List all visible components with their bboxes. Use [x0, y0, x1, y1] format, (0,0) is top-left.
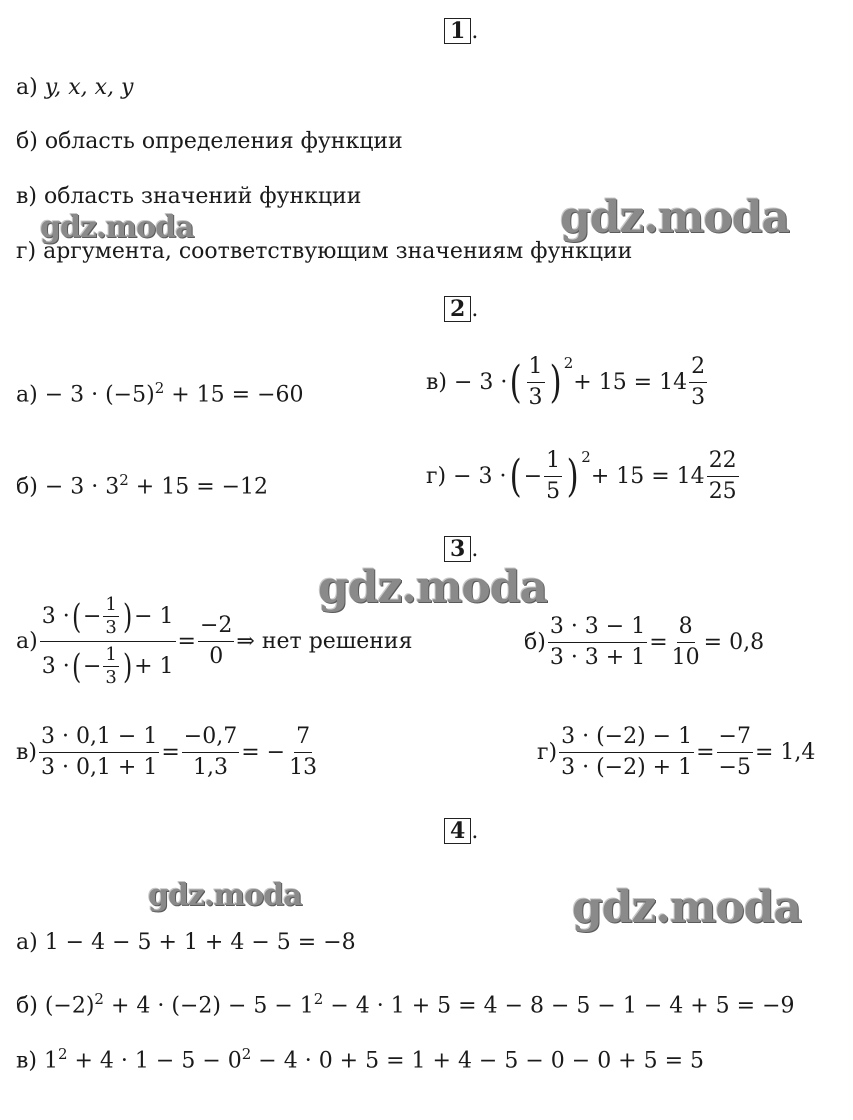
answer-1g: г) аргумента, соответствующим значениям функции	[16, 239, 633, 264]
answer-4b: б) $(-2)^2 + 4 \cdot (-2) - 5 - 1^2 - 4 \cdot 1 + 5 = 4 - 8 - 5 - 1 - 4 + 5 = -9$	[16, 990, 795, 1019]
section-2-heading: 2 .	[444, 296, 478, 324]
section-number: 1	[444, 18, 471, 44]
section-1-heading: 1 .	[444, 18, 478, 46]
watermark: gdz.moda	[560, 192, 790, 243]
section-number: 2	[444, 296, 471, 322]
answer-3g: г) $\frac{3 \cdot (-2) - 1}{3 \cdot (-2) + 1}$ = $\frac{-7}{-5}$ = 1,4	[537, 724, 816, 780]
answer-4a: а) 1 − 4 − 5 + 1 + 4 − 5 = −8	[16, 930, 356, 955]
answer-2b: $б) - 3 \cdot 3^2 + 15 = -12$	[16, 471, 269, 500]
answer-3a: а) 3 · ( − $\frac{1}{3}$ ) − 1 3 · ( − $\frac{1}{3}$ ) + 1 = $\frac{-2}{0}$ ⇒ нет решения	[16, 594, 413, 688]
watermark: gdz.moda	[572, 882, 802, 933]
answer-1v: в) область значений функции	[16, 184, 362, 209]
answer-4v: в) $1^2 + 4 \cdot 1 - 5 - 0^2 - 4 \cdot 0 + 5 = 1 + 4 - 5 - 0 - 0 + 5 = 5$	[16, 1045, 705, 1074]
answer-2a: $а) - 3 \cdot (-5)^2 + 15 = -60$	[16, 379, 304, 408]
section-number: 3	[444, 536, 471, 562]
answer-3b: б) $\frac{3 \cdot 3 - 1}{3 \cdot 3 + 1}$ = $\frac{8}{10}$ = 0,8	[524, 614, 765, 670]
watermark: gdz.moda	[148, 878, 302, 913]
answer-3v: в) $\frac{3 \cdot 0,1 - 1}{3 \cdot 0,1 + 1}$ = $\frac{-0,7}{1,3}$ = − $\frac{7}{13}$	[16, 724, 318, 780]
answer-1a: а) y, x, x, y	[16, 75, 134, 100]
watermark: gdz.moda	[40, 210, 194, 245]
answer-2v: в) − 3 · ( $\frac{1}{3}$ ) $^2$ + 15 = 14 $\frac{2}{3}$	[426, 354, 706, 410]
section-3-heading: 3 .	[444, 536, 478, 564]
answer-2g: г) − 3 · ( − $\frac{1}{5}$ ) $^2$ + 15 = 14 $\frac{22}{25}$	[426, 448, 737, 504]
section-4-heading: 4 .	[444, 818, 478, 846]
answer-1b: б) область определения функции	[16, 129, 403, 154]
section-number: 4	[444, 818, 471, 844]
watermark: gdz.moda	[318, 562, 548, 613]
